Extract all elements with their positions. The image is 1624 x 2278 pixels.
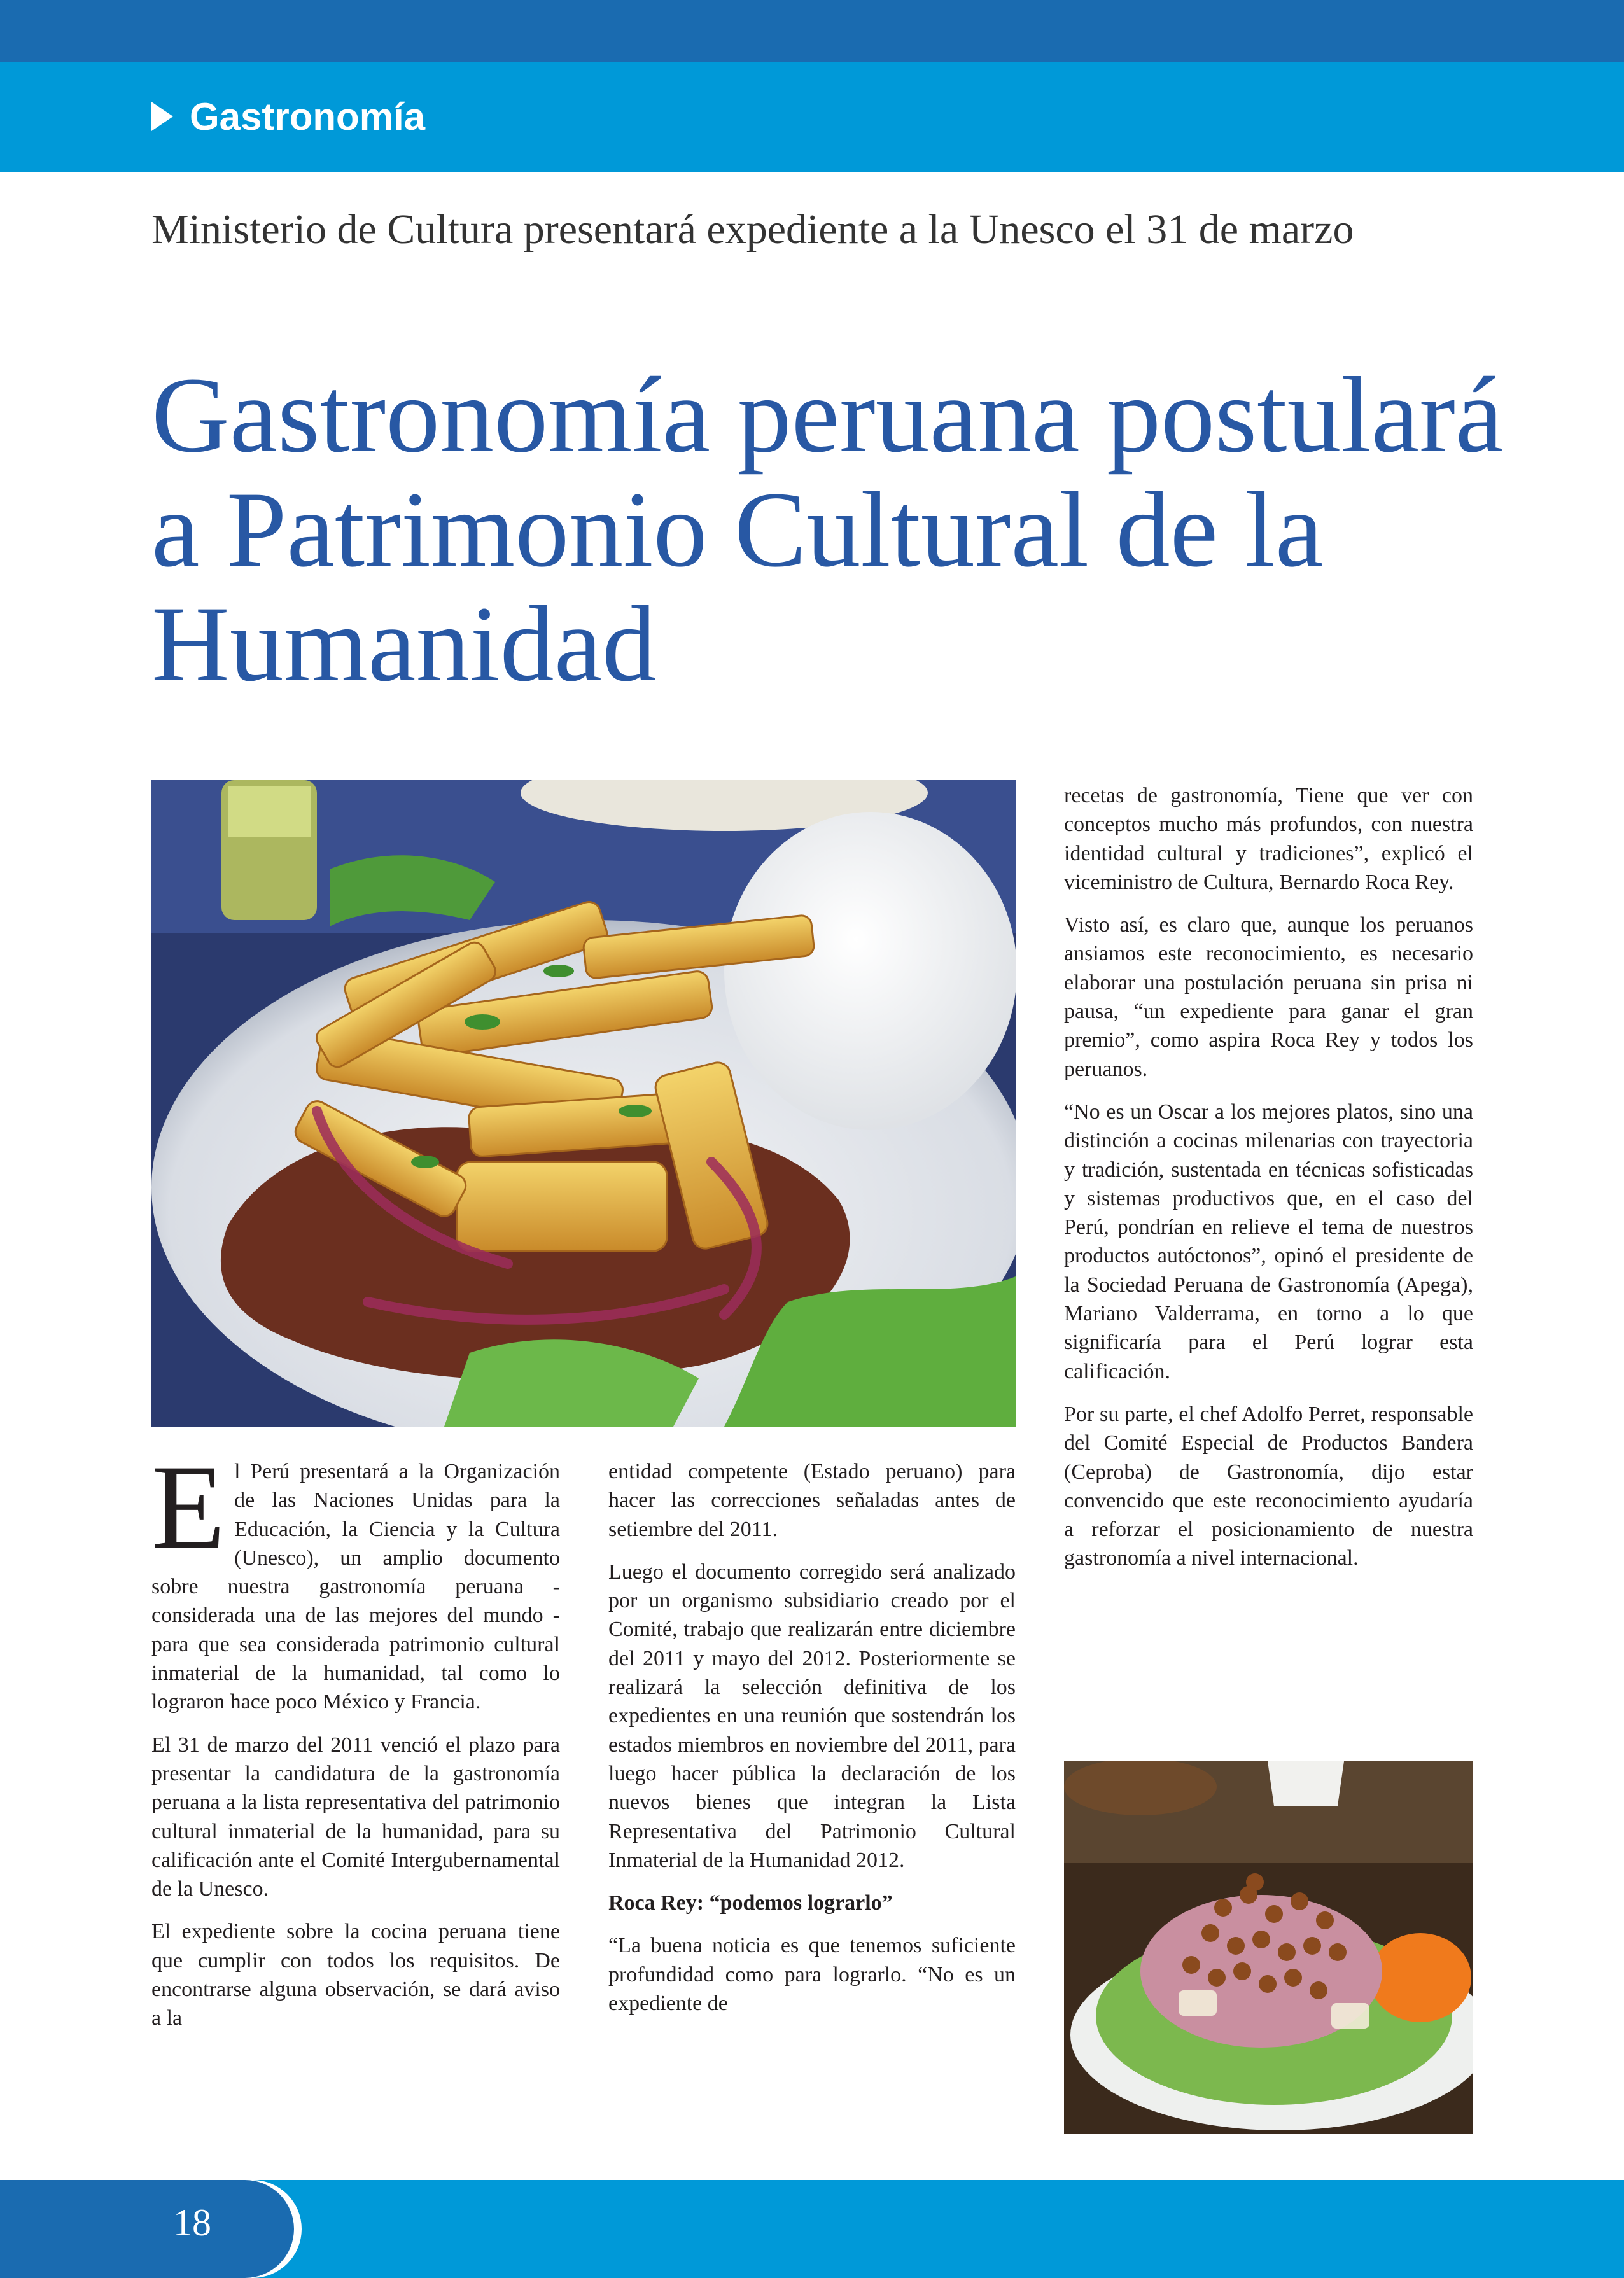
paragraph: entidad competente (Estado peruano) para hacer las correcciones señaladas antes de setiembre del 2011. (608, 1460, 1016, 1541)
article-kicker: Ministerio de Cultura presentará expediente a la Unesco el 31 de marzo (151, 206, 1354, 253)
dish-photo-main (151, 780, 1016, 1427)
article-headline: Gastronomía peruana postulará a Patrimonio Cultural de la Humanidad (151, 355, 1504, 704)
paragraph: “No es un Oscar a los mejores platos, sino una distinción a cocinas milenarias con trayectoria y tradición, sustentada en técnicas sofisticadas y sistemas productivos que, en el caso del Perú, pondrían en relieve el tema de nuestros productos autóctonos”, opinó el presidente de la Sociedad Peruana de Gastronomía (Apega), Mariano Valderrama, en torno a lo que significaría para el Perú lograr esta calificación. (1064, 1100, 1473, 1383)
dish-photo-secondary (1064, 1761, 1473, 2134)
subheading: Roca Rey: “podemos lograrlo” (608, 1891, 893, 1915)
section-label: Gastronomía (190, 95, 426, 138)
paragraph: El Perú presentará a la Organización de las Naciones Unidas para la Educación, la Ciencia y la Cultura (Unesco), un amplio documento sobre nuestra gastronomía peruana - considerada una de las mejores del mundo - para que sea considerada patrimonio cultural inmaterial de la humanidad, tal como lo lograron hace poco México y Francia. (151, 1441, 560, 1714)
article-column-1 (151, 1441, 560, 2047)
triangle-right-icon (151, 102, 173, 131)
drop-cap: E (151, 1441, 226, 1574)
paragraph: “La buena noticia es que tenemos suficiente profundidad como para lograrlo. “No es un expediente de (608, 1934, 1016, 2016)
header-top-band (0, 0, 1624, 62)
article-column-3 (1064, 781, 1473, 1587)
page-tab (0, 2180, 294, 2278)
article-column-2 (608, 1457, 1016, 2032)
paragraph: recetas de gastronomía, Tiene que ver con conceptos mucho más profundos, con nuestra identidad cultural y tradiciones”, explicó el viceministro de Cultura, Bernardo Roca Rey. (1064, 784, 1473, 894)
paragraph: Visto así, es claro que, aunque los peruanos ansiamos este reconocimiento, es necesario elaborar una postulación peruana sin prisa ni pausa, “un expediente para ganar el gran premio”, como aspira Roca Rey y todos los peruanos. (1064, 913, 1473, 1081)
page-number: 18 (173, 2202, 211, 2244)
paragraph: El expediente sobre la cocina peruana tiene que cumplir con todos los requisitos. De encontrarse alguna observación, se dará aviso a la (151, 1920, 560, 2030)
paragraph: Luego el documento corregido será analizado por un organismo subsidiario creado por el Comité, trabajo que realizarán entre diciembre del 2011 y mayo del 2012. Posteriormente se realizará la selección definitiva de los expedientes en una reunión que sostendrán los estados miembros en noviembre del 2011, para luego hacer pública la declaración de los nuevos bienes que integran la Lista Representativa del Patrimonio Cultural Inmaterial de la Humanidad 2012. (608, 1560, 1016, 1872)
paragraph: El 31 de marzo del 2011 venció el plazo para presentar la candidatura de la gastronomía peruana a la lista representativa del patrimonio cultural inmaterial de la humanidad, para su calificación ante el Comité Intergubernamental de la Unesco. (151, 1733, 560, 1901)
paragraph: Por su parte, el chef Adolfo Perret, responsable del Comité Especial de Productos Bandera (Ceproba) de Gastronomía, dijo estar convencido que este reconocimiento ayudaría a reforzar el posicionamiento de nuestra gastronomía a nivel internacional. (1064, 1402, 1473, 1570)
